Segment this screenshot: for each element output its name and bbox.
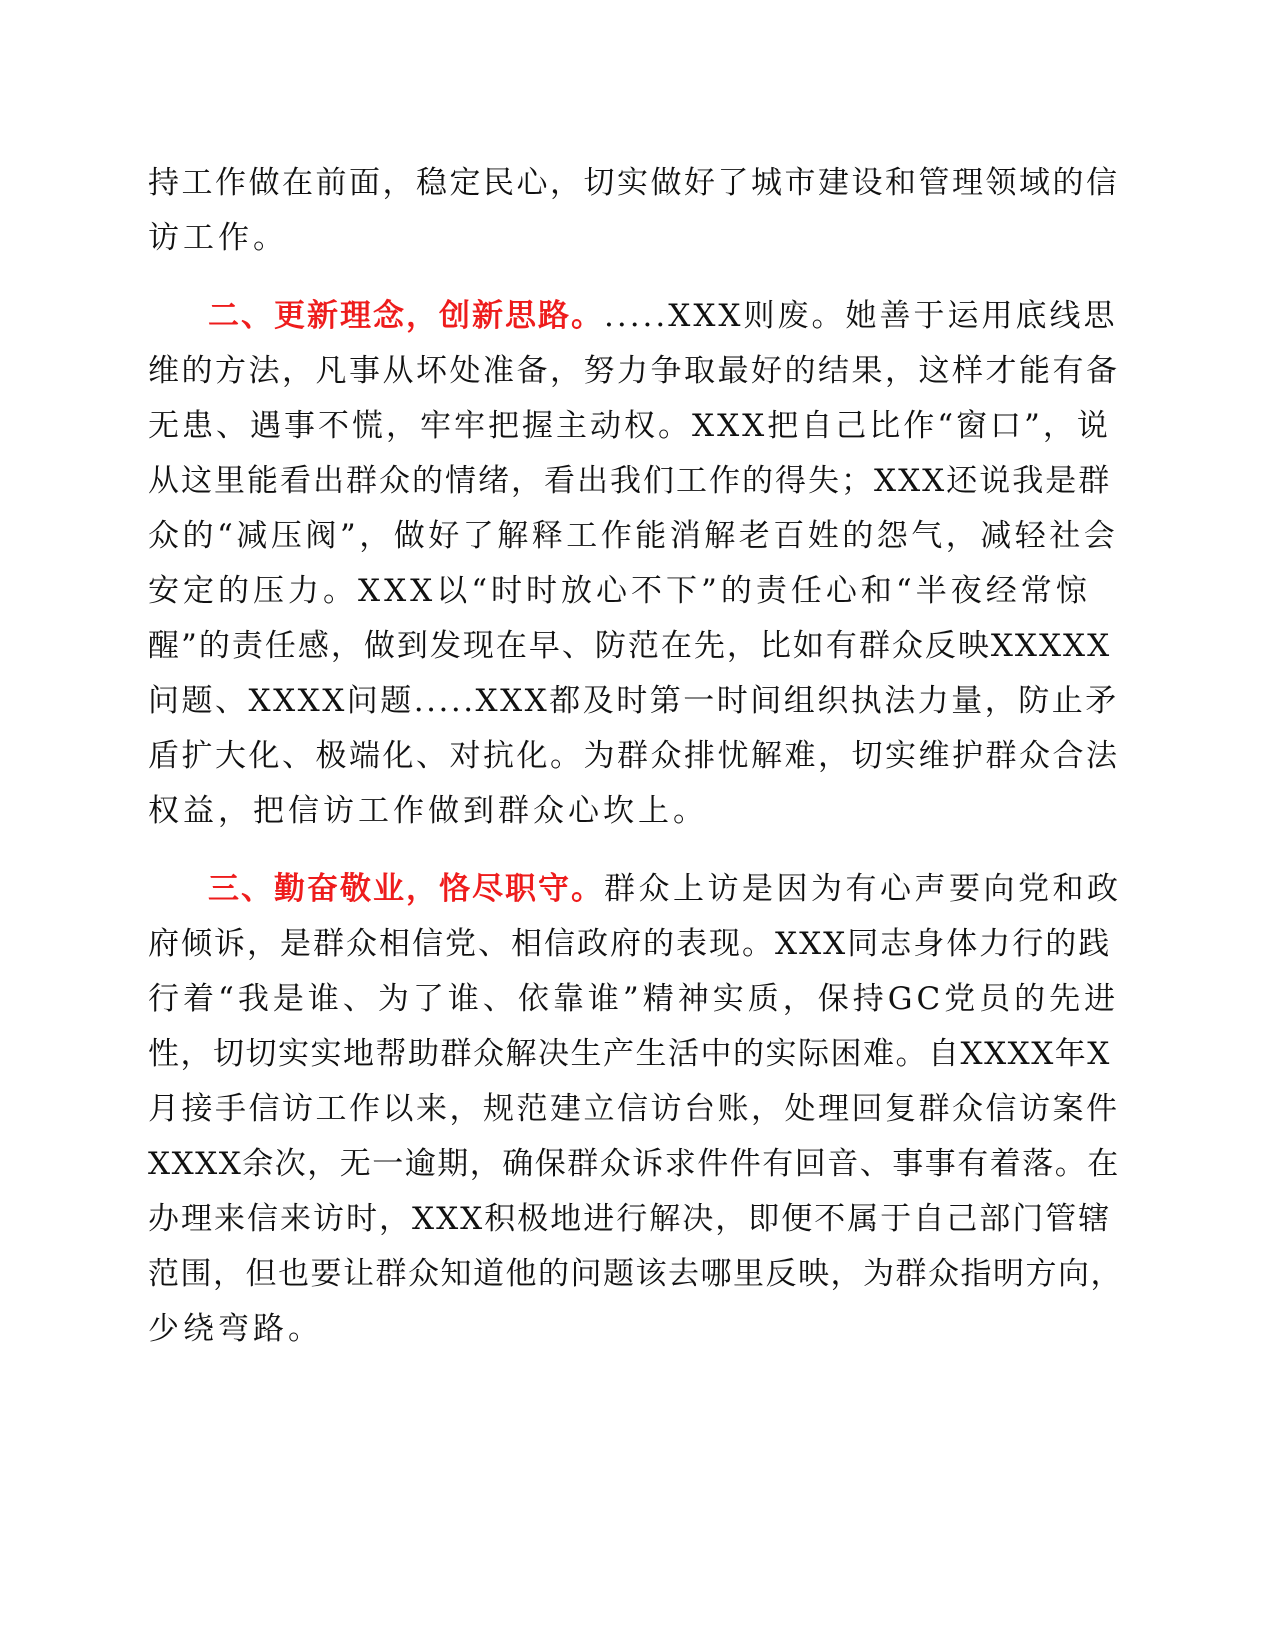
paragraph-line: 范围，但也要让群众知道他的问题该去哪里反映，为群众指明方向， xyxy=(148,1256,1123,1292)
section-3-heading: 三、勤奋敬业，恪尽职守。 xyxy=(208,871,604,907)
section-2-first-line xyxy=(208,296,1117,336)
paragraph-line: 行着“我是谁、为了谁、依靠谁”精神实质，保持GC党员的先进 xyxy=(148,981,1120,1017)
paragraph-line: 问题、XXXX问题.....XXX都及时第一时间组织执法力量，防止矛 xyxy=(148,683,1119,719)
paragraph-line: 少绕弯路。 xyxy=(148,1311,323,1347)
paragraph-line: 安定的压力。XXX以“时时放心不下”的责任心和“半夜经常惊 xyxy=(148,573,1091,609)
section-2-heading: 二、更新理念，创新思路。 xyxy=(208,298,604,334)
paragraph-line: 从这里能看出群众的情绪，看出我们工作的得失；XXX还说我是群 xyxy=(148,463,1112,499)
paragraph-line: 众的“减压阀”，做好了解释工作能消解老百姓的怨气，减轻社会 xyxy=(148,518,1119,554)
paragraph-line: XXXX余次，无一逾期，确保群众诉求件件有回音、事事有着落。在 xyxy=(148,1146,1120,1182)
paragraph-line: 维的方法，凡事从坏处准备，努力争取最好的结果，这样才能有备 xyxy=(148,353,1120,389)
paragraph-line: 权益，把信访工作做到群众心坎上。 xyxy=(148,793,708,829)
paragraph-line: 性，切切实实地帮助群众解决生产生活中的实际困难。自XXXX年X xyxy=(148,1036,1111,1072)
section-2-first-line-text: .....XXX则废。她善于运用底线思 xyxy=(604,298,1118,334)
paragraph-line: 醒”的责任感，做到发现在早、防范在先，比如有群众反映XXXXX xyxy=(148,628,1112,664)
section-3-first-line-text: 群众上访是因为有心声要向党和政 xyxy=(604,871,1122,907)
paragraph-line: 访工作。 xyxy=(148,220,288,256)
paragraph-line: 府倾诉，是群众相信党、相信政府的表现。XXX同志身体力行的践 xyxy=(148,926,1112,962)
section-3-first-line xyxy=(208,869,1122,909)
paragraph-line: 盾扩大化、极端化、对抗化。为群众排忧解难，切实维护群众合法 xyxy=(148,738,1120,774)
paragraph-line: 无患、遇事不慌，牢牢把握主动权。XXX把自己比作“窗口”，说 xyxy=(148,408,1111,444)
paragraph-line: 办理来信来访时，XXX积极地进行解决，即便不属于自己部门管辖 xyxy=(148,1201,1112,1237)
paragraph-line: 持工作做在前面，稳定民心，切实做好了城市建设和管理领域的信 xyxy=(148,165,1120,201)
paragraph-line: 月接手信访工作以来，规范建立信访台账，处理回复群众信访案件 xyxy=(148,1091,1120,1127)
